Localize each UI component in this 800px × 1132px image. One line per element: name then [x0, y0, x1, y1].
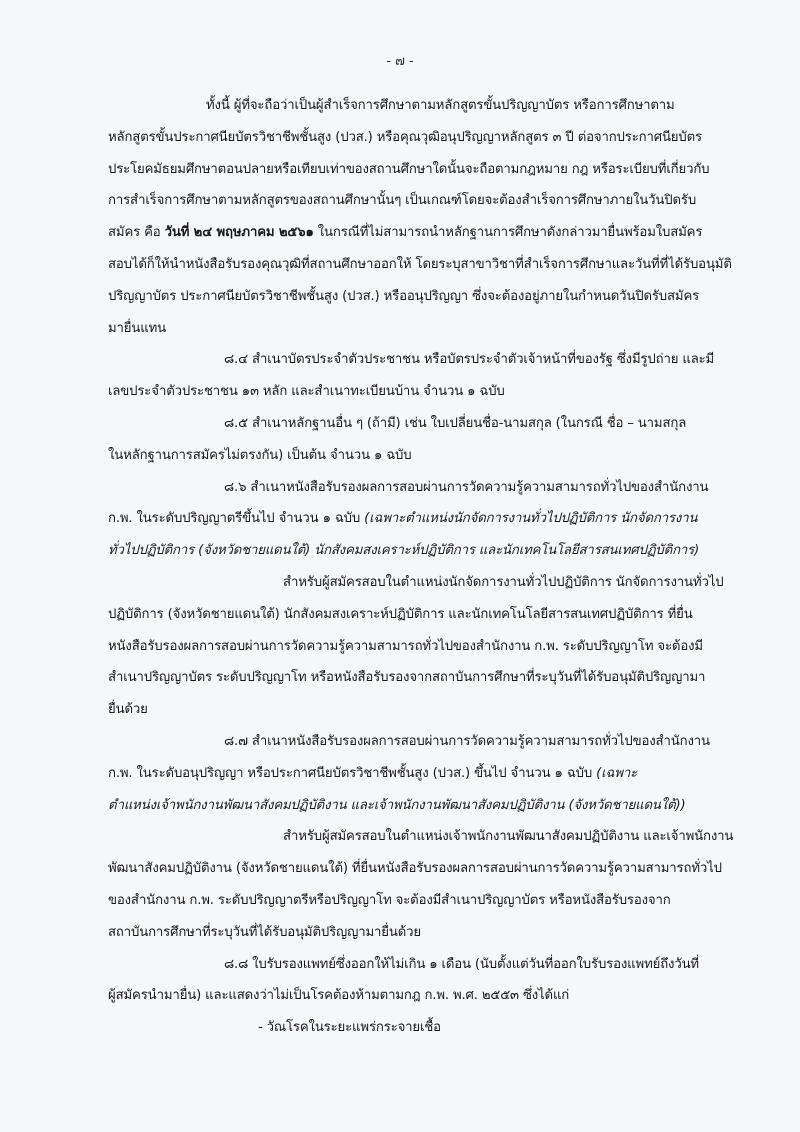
text-line: ๘.๖ สำเนาหนังสือรับรองผลการสอบผ่านการวัดความรู้ความสามารถทั่วไปของสำนักงาน — [224, 479, 709, 495]
text-line: ๘.๔ สำเนาบัตรประจำตัวประชาชน หรือบัตรประจำตัวเจ้าหน้าที่ของรัฐ ซึ่งมีรูปถ่าย และมี — [224, 352, 715, 368]
text-line: สอบได้ก็ให้นำหนังสือรับรองคุณวุฒิที่สถานศึกษาออกให้ โดยระบุสาขาวิชาที่สำเร็จการศึกษาและวันที่ที่ได้รับอนุมัติ — [108, 256, 732, 272]
italic-note: (เฉพาะตำแหน่งนักจัดการงานทั่วไปปฏิบัติการ นักจัดการงาน — [364, 511, 698, 527]
paragraph-item-8-8 — [108, 949, 748, 1013]
text-line: มายื่นแทน — [108, 320, 166, 336]
italic-note: ทั่วไปปฏิบัติการ (จังหวัดชายแดนใต้) นักสังคมสงเคราะห์ปฏิบัติการ และนักเทคโนโลยีสารสนเทศปฏิบัติการ) — [108, 543, 700, 559]
text-line: สำหรับผู้สมัครสอบในตำแหน่งนักจัดการงานทั่วไปปฏิบัติการ นักจัดการงานทั่วไป — [283, 574, 724, 590]
text-line — [108, 758, 748, 790]
document-body — [108, 90, 748, 1044]
text-line — [108, 535, 748, 567]
text-line: ปฏิบัติการ (จังหวัดชายแดนใต้) นักสังคมสงเคราะห์ปฏิบัติการ และนักเทคโนโลยีสารสนเทศปฏิบัติการ ที่ยื่น — [108, 606, 693, 622]
italic-note: ตำแหน่งเจ้าพนักงานพัฒนาสังคมปฏิบัติงาน และเจ้าพนักงานพัฒนาสังคมปฏิบัติงาน (จังหวัดชายแดนใต้)) — [108, 797, 686, 813]
paragraph-intro — [108, 90, 748, 344]
text-fragment: ก.พ. ในระดับปริญญาตรีขึ้นไป จำนวน ๑ ฉบับ — [108, 511, 365, 527]
text-line: ปริญญาบัตร ประกาศนียบัตรวิชาชีพชั้นสูง (ปวส.) หรืออนุปริญญา ซึ่งจะต้องอยู่ภายในกำหนดวันปิดรับสมัคร — [108, 288, 700, 304]
bullet-item: - วัณโรคในระยะแพร่กระจายเชื้อ — [258, 1020, 441, 1036]
text-line: พัฒนาสังคมปฏิบัติงาน (จังหวัดชายแดนใต้) ที่ยื่นหนังสือรับรองผลการสอบผ่านการวัดความรู้ความสามารถทั่วไป — [108, 861, 722, 877]
text-line: ผู้สมัครนำมายื่น) และแสดงว่าไม่เป็นโรคต้องห้ามตามกฎ ก.พ. พ.ศ. ๒๕๕๓ ซึ่งได้แก่ — [108, 988, 570, 1004]
text-line: ยื่นด้วย — [108, 702, 148, 718]
text-line: การสำเร็จการศึกษาตามหลักสูตรของสถานศึกษานั้นๆ เป็นเกณฑ์โดยจะต้องสำเร็จการศึกษาภายในวันปิดรับ — [108, 193, 697, 209]
paragraph-item-8-7-note — [108, 821, 748, 948]
text-line: ทั้งนี้ ผู้ที่จะถือว่าเป็นผู้สำเร็จการศึกษาตามหลักสูตรขั้นปริญญาบัตร หรือการศึกษาตาม — [206, 98, 675, 113]
text-line — [108, 503, 748, 535]
text-line: หนังสือรับรองผลการสอบผ่านการวัดความรู้ความสามารถทั่วไปของสำนักงาน ก.พ. ระดับปริญญาโท จะต้องมี — [108, 638, 703, 654]
italic-note: (เฉพาะ — [596, 765, 638, 781]
text-fragment: สมัคร คือ — [108, 225, 165, 241]
text-line: ประโยคมัธยมศึกษาตอนปลายหรือเทียบเท่าของสถานศึกษาใดนั้นจะถือตามกฎหมาย กฎ หรือระเบียบที่เกี่ยวกับ — [108, 161, 710, 177]
text-line — [108, 790, 748, 822]
bullet-list — [108, 1012, 748, 1044]
paragraph-item-8-4 — [108, 344, 748, 408]
text-line: ของสำนักงาน ก.พ. ระดับปริญญาตรีหรือปริญญาโท จะต้องมีสำเนาปริญญาบัตร หรือหนังสือรับรองจาก — [108, 892, 671, 908]
text-line: เลขประจำตัวประชาชน ๑๓ หลัก และสำเนาทะเบียนบ้าน จำนวน ๑ ฉบับ — [108, 384, 505, 400]
paragraph-item-8-5 — [108, 408, 748, 472]
text-line: ๘.๗ สำเนาหนังสือรับรองผลการสอบผ่านการวัดความรู้ความสามารถทั่วไปของสำนักงาน — [224, 733, 710, 749]
text-line: หลักสูตรขั้นประกาศนียบัตรวิชาชีพชั้นสูง (ปวส.) หรือคุณวุฒิอนุปริญญาหลักสูตร ๓ ปี ต่อจากประกาศนียบัตร — [108, 129, 702, 145]
page-number: - ๗ - — [386, 54, 414, 69]
paragraph-item-8-6 — [108, 472, 748, 567]
paragraph-item-8-6-note — [108, 567, 748, 726]
text-line: สำเนาปริญญาบัตร ระดับปริญญาโท หรือหนังสือรับรองจากสถาบันการศึกษาที่ระบุวันที่ได้รับอนุมัติปริญญามา — [108, 670, 706, 686]
text-line: สถาบันการศึกษาที่ระบุวันที่ได้รับอนุมัติปริญญามายื่นด้วย — [108, 924, 421, 940]
text-line: ๘.๘ ใบรับรองแพทย์ซึ่งออกให้ไม่เกิน ๑ เดือน (นับตั้งแต่วันที่ออกใบรับรองแพทย์ถึงวันที่ — [224, 956, 699, 972]
text-fragment: ในกรณีที่ไม่สามารถนำหลักฐานการศึกษาดังกล่าวมายื่นพร้อมใบสมัคร — [313, 225, 703, 241]
text-fragment: ก.พ. ในระดับอนุปริญญา หรือประกาศนียบัตรวิชาชีพชั้นสูง (ปวส.) ขึ้นไป จำนวน ๑ ฉบับ — [108, 765, 597, 781]
text-line: สำหรับผู้สมัครสอบในตำแหน่งเจ้าพนักงานพัฒนาสังคมปฏิบัติงาน และเจ้าพนักงาน — [283, 829, 734, 845]
text-line: ในหลักฐานการสมัครไม่ตรงกัน) เป็นต้น จำนวน ๑ ฉบับ — [108, 447, 412, 463]
deadline-date: วันที่ ๒๔ พฤษภาคม ๒๕๖๑ — [164, 225, 314, 241]
text-line — [108, 217, 748, 249]
text-line: ๘.๕ สำเนาหลักฐานอื่น ๆ (ถ้ามี) เช่น ใบเปลี่ยนชื่อ-นามสกุล (ในกรณี ชื่อ – นามสกุล — [224, 415, 687, 431]
paragraph-item-8-7 — [108, 726, 748, 821]
